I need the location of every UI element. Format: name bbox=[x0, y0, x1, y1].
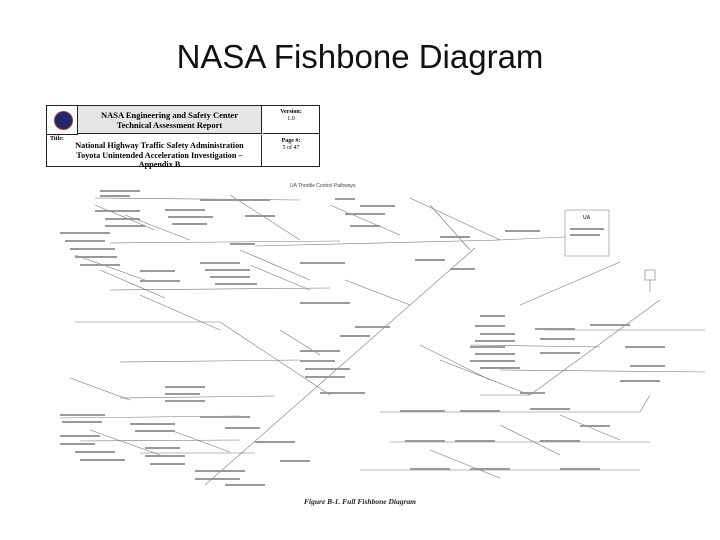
figure-caption: Figure B-1. Full Fishbone Diagram bbox=[304, 497, 416, 506]
org-line-1: NASA Engineering and Safety Center bbox=[101, 110, 238, 120]
effect-label: UA bbox=[583, 215, 591, 221]
report-title-line-1: National Highway Traffic Safety Administration bbox=[75, 141, 244, 150]
page-value: 5 of 47 bbox=[282, 145, 300, 151]
report-title-line-3: Appendix B bbox=[138, 160, 181, 169]
diagram-top-label: UA Throttle Control Pathways bbox=[290, 183, 356, 189]
slide-title: NASA Fishbone Diagram bbox=[176, 38, 544, 75]
page-label: Page #: bbox=[281, 138, 301, 144]
org-line-2: Technical Assessment Report bbox=[116, 120, 223, 130]
report-title-line-2: Toyota Unintended Acceleration Investigation – bbox=[76, 150, 243, 160]
version-label: Version: bbox=[280, 109, 302, 115]
version-value: 1.0 bbox=[287, 116, 295, 122]
title-label: Title: bbox=[50, 136, 64, 142]
